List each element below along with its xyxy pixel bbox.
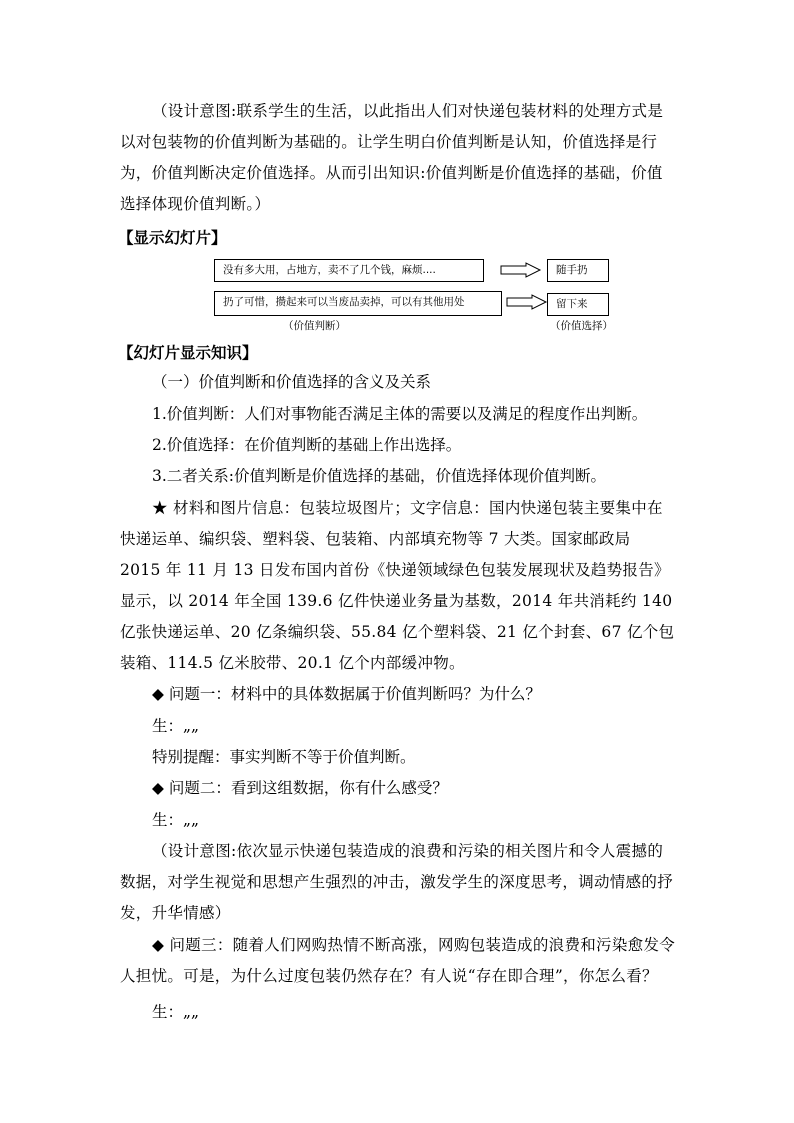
question-2: ◆ 问题二：看到这组数据，你有什么感受？ (152, 779, 448, 797)
material-paragraph: ★ 材料和图片信息：包装垃圾图片；文字信息：国内快递包装主要集中在快递运单、编织袋、塑料袋、包装箱、内部填充物等 7 大类。国家邮政局 2015 年 11 月 13 日发布国内首份《快递领域绿色包装发展现状及趋势报告》显示，以 2014 年全国 139.6 亿件快递业务量为基数，2014 年共消耗约 140 亿张快递运单、20 亿条编织袋、55.84 亿个塑料袋、21 亿个封套、67 亿个包装箱、114.5 亿米胶带、20.1 亿个内部缓冲物。 (120, 499, 675, 672)
diagram-box-choice-1: 随手扔 (547, 259, 609, 282)
diagram-box-choice-2: 留下来 (547, 293, 609, 316)
diagram-box-judgment-2: 扔了可惜，攒起来可以当废品卖掉，可以有其他用处 (214, 291, 502, 316)
design-intent-paragraph-2: （设计意图:依次显示快递包装造成的浪费和污染的相关图片和令人震撼的数据，对学生视觉和思想产生强烈的冲击，激发学生的深度思考，调动情感的抒发，升华情感） (120, 842, 674, 922)
definition-value-choice: 2.价值选择：在价值判断的基础上作出选择。 (152, 436, 462, 454)
answer-3: 生：„„ (152, 1003, 200, 1021)
definition-value-judgment: 1.价值判断：人们对事物能否满足主体的需要以及满足的程度作出判断。 (152, 405, 648, 423)
answer-2: 生：„„ (152, 811, 200, 829)
definition-relationship: 3.二者关系:价值判断是价值选择的基础，价值选择体现价值判断。 (152, 467, 607, 485)
design-intent-paragraph: （设计意图:联系学生的生活，以此指出人们对快递包装材料的处理方式是以对包装物的价值判断为基础的。让学生明白价值判断是认知，价值选择是行为，价值判断决定价值选择。从而引出知识:价值判断是价值选择的基础，价值选择体现价值判断。） (120, 102, 664, 213)
knowledge-heading: 【幻灯片显示知识】 (118, 343, 258, 362)
slide-heading: 【显示幻灯片】 (118, 228, 227, 247)
section-title: （一）价值判断和价值选择的含义及关系 (152, 373, 432, 391)
special-reminder: 特别提醒：事实判断不等于价值判断。 (152, 748, 416, 766)
diagram-box-judgment-1: 没有多大用，占地方，卖不了几个钱，麻烦.... (214, 259, 484, 282)
arrow-icon (506, 294, 548, 310)
question-3: ◆ 问题三：随着人们网购热情不断高涨，网购包装造成的浪费和污染愈发令人担忧。可是，为什么过度包装仍然存在？有人说“存在即合理”，你怎么看？ (120, 936, 676, 985)
answer-1: 生：„„ (152, 717, 200, 735)
caption-value-choice: （价值选择） (550, 320, 613, 332)
question-1: ◆ 问题一：材料中的具体数据属于价值判断吗？为什么？ (152, 685, 541, 703)
arrow-icon (500, 262, 542, 278)
caption-value-judgment: （价值判断） (283, 320, 346, 332)
